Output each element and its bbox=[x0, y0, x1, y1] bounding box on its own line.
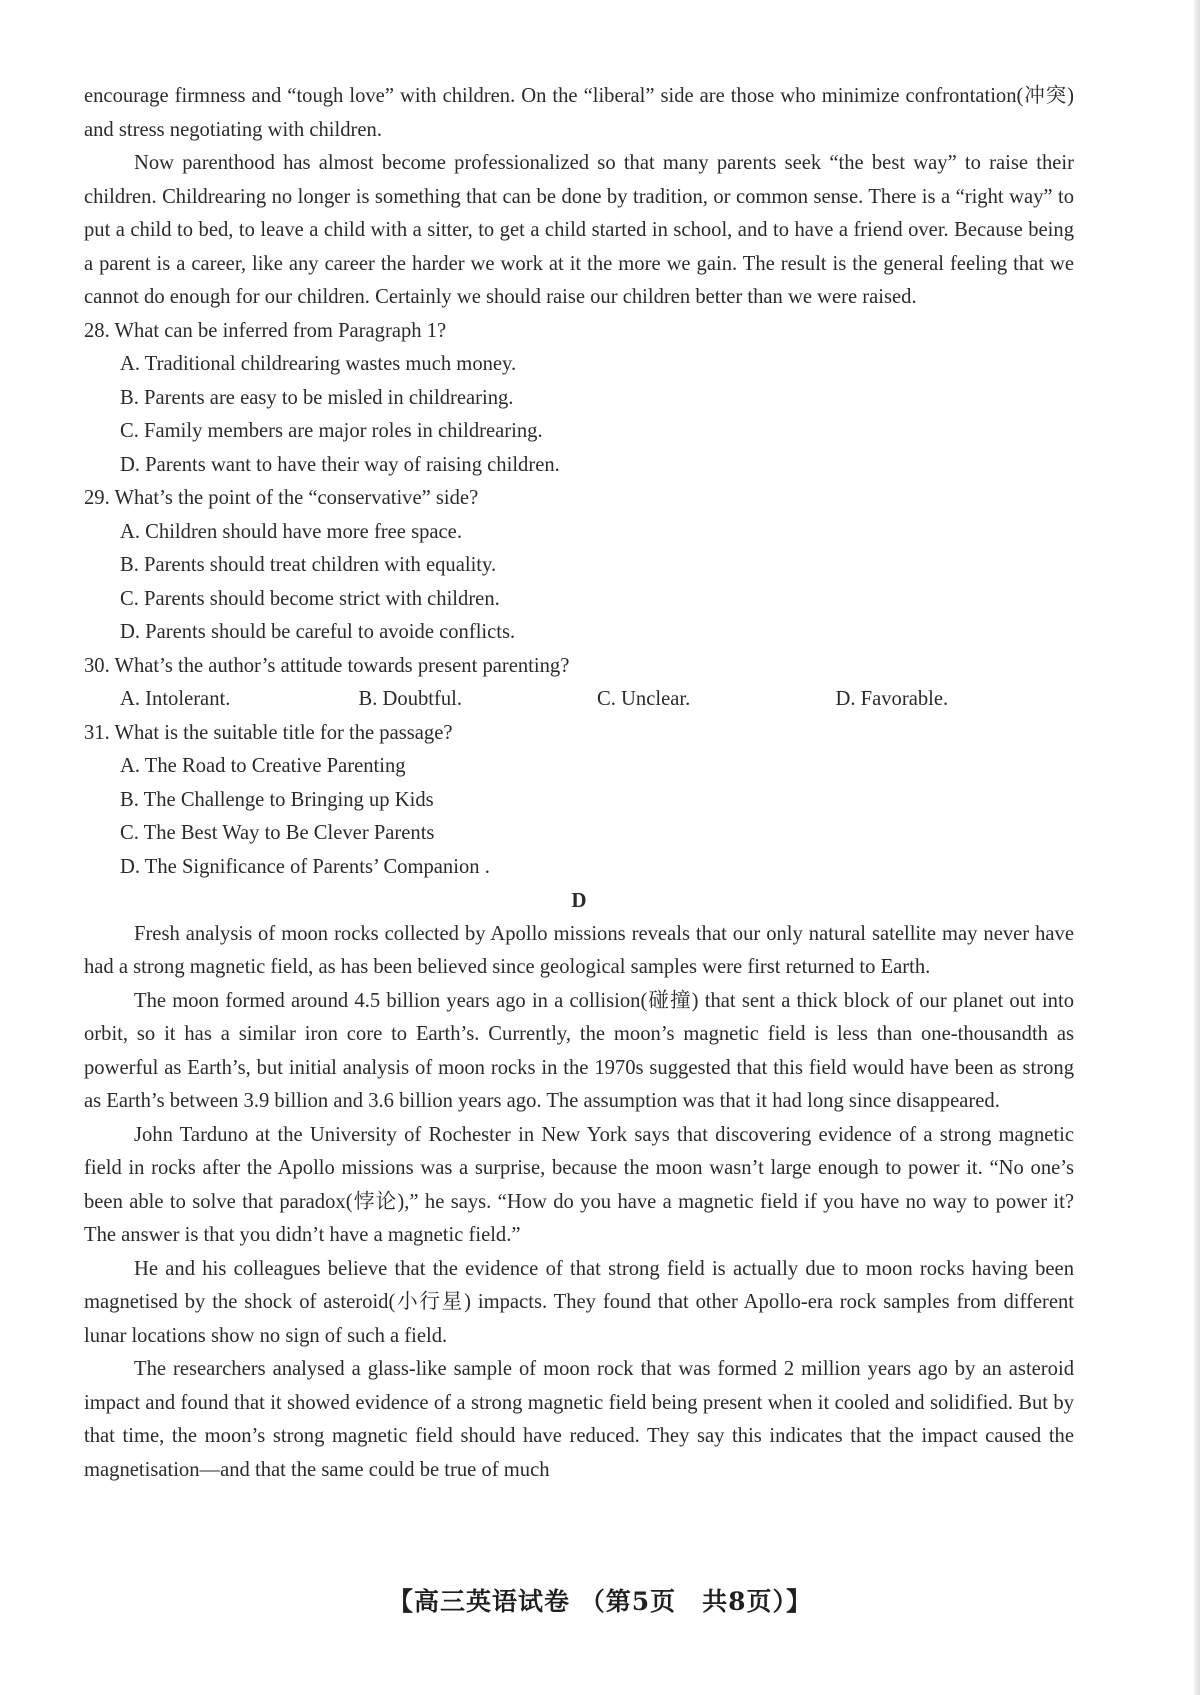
passage-d-paragraph: John Tarduno at the University of Rochester in New York says that discovering evidence of a strong magnetic field in rocks after the Apollo missions was a surprise, because the moon wasn’t large enough to power it. “No one’s been able to solve that paradox(悖论),” he says. “How do you have a magnetic field if you have no way to power it? The answer is that you didn’t have a magnetic field.” bbox=[84, 1123, 1074, 1246]
question-stem: 30. What’s the author’s attitude towards present parenting? bbox=[84, 654, 570, 677]
option-c: C. Parents should become strict with children. bbox=[120, 587, 500, 610]
option-a: A. Traditional childrearing wastes much money. bbox=[120, 353, 517, 375]
option-row bbox=[120, 683, 1074, 717]
option-b: B. Parents should treat children with equality. bbox=[120, 554, 497, 576]
question-30 bbox=[84, 650, 1074, 717]
passage-c-paragraph: encourage firmness and “tough love” with children. On the “liberal” side are those who minimize confrontation(冲突) and stress negotiating with children. bbox=[84, 85, 1074, 141]
option-d: D. Parents should be careful to avoide conflicts. bbox=[120, 621, 516, 643]
passage-d-label: D bbox=[571, 888, 587, 912]
page-edge bbox=[1194, 0, 1200, 1695]
option-d: D. Parents want to have their way of raising children. bbox=[120, 453, 560, 476]
passage-d-paragraph: He and his colleagues believe that the evidence of that strong field is actually due to moon rocks having been magnetised by the shock of asteroid(小行星) impacts. They found that other Apollo-era rock samples from different lunar locations show no sign of such a field. bbox=[84, 1257, 1074, 1347]
option-a: A. The Road to Creative Parenting bbox=[120, 755, 406, 777]
question-29 bbox=[84, 482, 1074, 650]
option-a: A. Children should have more free space. bbox=[120, 520, 462, 543]
passage-d-paragraph: The researchers analysed a glass-like sample of moon rock that was formed 2 million years ago by an asteroid impact and found that it showed evidence of a strong magnetic field being present when it cooled and solidified. But by that time, the moon’s strong magnetic field should have reduced. They say this indicates that the impact caused the magnetisation—and that the same could be true of much bbox=[84, 1358, 1074, 1481]
option-c: C. Family members are major roles in childrearing. bbox=[120, 420, 543, 442]
option-c: C. Unclear. bbox=[597, 688, 691, 710]
passage-d-paragraph: The moon formed around 4.5 billion years ago in a collision(碰撞) that sent a thick block of our planet out into orbit, so it has a similar iron core to Earth’s. Currently, the moon’s magnetic field is less than one-thousandth as powerful as Earth’s, but initial analysis of moon rocks in the 1970s suggested that this field would have been as strong as Earth’s between 3.9 billion and 3.6 billion years ago. The assumption was that it had long since disappeared. bbox=[84, 989, 1074, 1112]
option-b: B. The Challenge to Bringing up Kids bbox=[120, 788, 434, 811]
passage-d-paragraph: Fresh analysis of moon rocks collected by Apollo missions reveals that our only natural satellite may never have had a strong magnetic field, as has been believed since geological samples were first returned to Earth. bbox=[84, 922, 1074, 978]
question-31 bbox=[84, 717, 1074, 885]
passage-c-paragraph: Now parenthood has almost become professionalized so that many parents seek “the best way” to raise their children. Childrearing no longer is something that can be done by tradition, or common sense. There is a “right way” to put a child to bed, to leave a child with a sitter, to get a child started in school, and to have a friend over. Because being a parent is a career, like any career the harder we work at it the more we gain. The result is the general feeling that we cannot do enough for our children. Certainly we should raise our children better than we were raised. bbox=[84, 152, 1074, 308]
option-a: A. Intolerant. bbox=[120, 688, 231, 710]
question-stem: 29. What’s the point of the “conservative” side? bbox=[84, 487, 479, 509]
page-content bbox=[84, 80, 1074, 1487]
question-stem: 31. What is the suitable title for the passage? bbox=[84, 721, 453, 744]
option-b: B. Doubtful. bbox=[358, 688, 463, 710]
page-footer: 【高三英语试卷 （第5页 共8页）】 bbox=[388, 1587, 812, 1616]
option-c: C. The Best Way to Be Clever Parents bbox=[120, 822, 435, 844]
option-d: D. The Significance of Parents’ Companion . bbox=[120, 855, 490, 878]
question-28 bbox=[84, 315, 1074, 483]
question-stem: 28. What can be inferred from Paragraph 1? bbox=[84, 319, 447, 342]
option-b: B. Parents are easy to be misled in childrearing. bbox=[120, 386, 514, 409]
option-d: D. Favorable. bbox=[835, 688, 949, 710]
